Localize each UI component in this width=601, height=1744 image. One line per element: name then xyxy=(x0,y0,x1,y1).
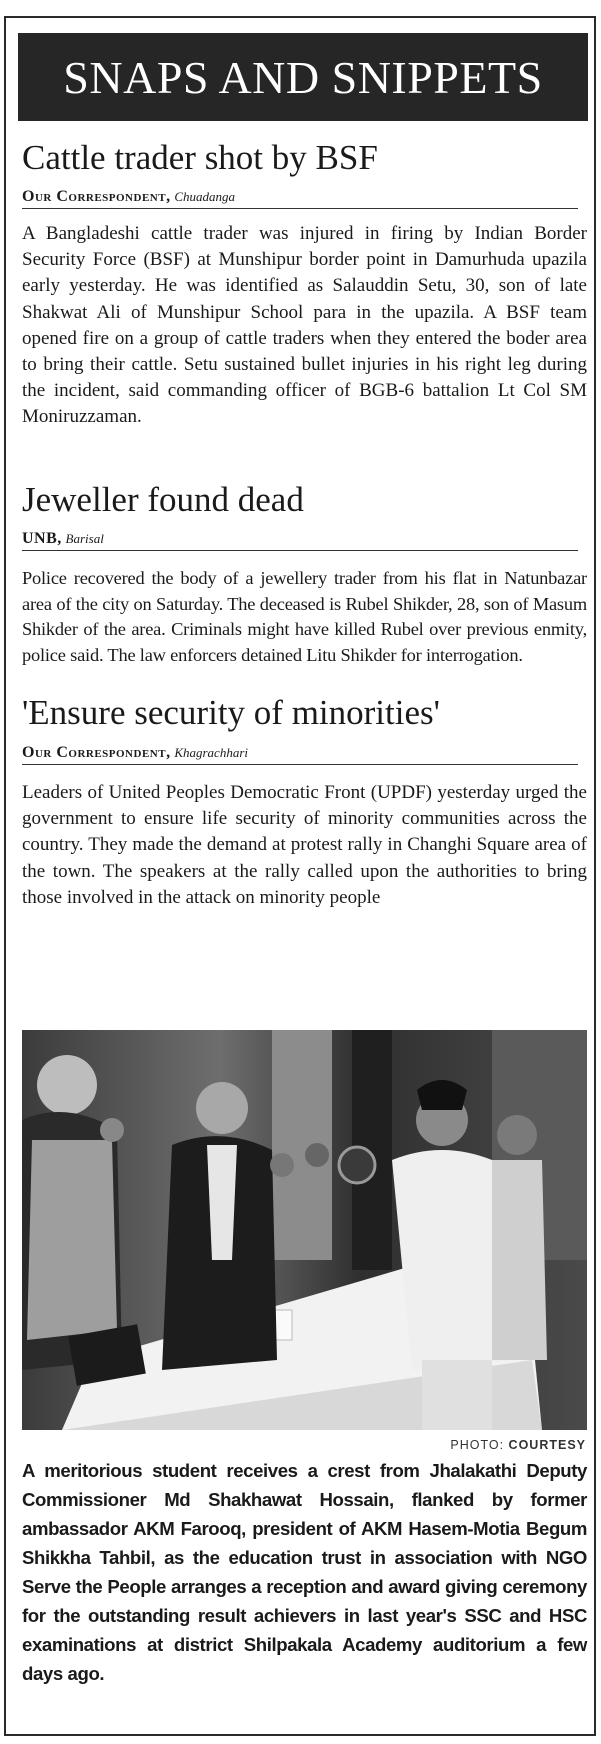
article-headline: Jeweller found dead xyxy=(22,480,304,519)
article-headline: 'Ensure security of minorities' xyxy=(22,693,440,732)
byline-agency: UNB, xyxy=(22,530,62,547)
article-headline: Cattle trader shot by BSF xyxy=(22,138,378,177)
article-body: Leaders of United Peoples Democratic Front (UPDF) yesterday urged the government to ensure life security of minority communities across the country. They made the demand at protest rally in Changhi Square area of the town. The speakers at the rally called upon the authorities to bring those involved in the attack on minority people xyxy=(22,782,587,908)
byline-place: Chuadanga xyxy=(174,189,235,204)
photo-credit-prefix: PHOTO: xyxy=(450,1438,505,1452)
award-ceremony-photo xyxy=(22,1030,587,1430)
article-body: Police recovered the body of a jewellery trader from his flat in Natunbazar area of the city on Saturday. The deceased is Rubel Shikder, 28, son of Masum Shikder of the area. Criminals might have killed Rubel over previous enmity, police said. The law enforcers detained Litu Shikder for interrogation. xyxy=(22,568,587,665)
byline-place: Barisal xyxy=(65,531,104,546)
section-title: SNAPS AND SNIPPETS xyxy=(63,51,543,103)
article-byline xyxy=(22,188,578,209)
article-byline xyxy=(22,744,578,765)
article-body: A Bangladeshi cattle trader was injured in firing by Indian Border Security Force (BSF) at Munshipur border point in Damurhuda upazila early yesterday. He was identified as Salauddin Setu, 30, son of late Shakwat Ali of Munshipur School para in the upazila. A BSF team opened fire on a group of cattle traders when they entered the boder area to bring their cattle. Setu sustained bullet injuries in his right leg during the incident, said commanding officer of BGB-6 battalion Lt Col SM Moniruzzaman. xyxy=(22,223,587,428)
byline-agency: Our Correspondent, xyxy=(22,188,171,205)
byline-agency: Our Correspondent, xyxy=(22,744,171,761)
byline-place: Khagrachhari xyxy=(174,745,248,760)
section-banner xyxy=(18,33,588,121)
photo-credit xyxy=(450,1438,586,1452)
article-byline xyxy=(22,530,578,551)
photo-caption: A meritorious student receives a crest from Jhalakathi Deputy Commissioner Md Shakhawat Hossain, flanked by former ambassador AKM Farooq, president of AKM Hasem-Motia Begum Shikkha Tahbil, as the education trust in association with NGO Serve the People arranges a reception and award giving ceremony for the outstanding result achievers in last year's SSC and HSC examinations at district Shilpakala Academy auditorium a few days ago. xyxy=(22,1460,587,1684)
photo-credit-name: COURTESY xyxy=(508,1438,586,1452)
news-photo xyxy=(22,1030,587,1430)
